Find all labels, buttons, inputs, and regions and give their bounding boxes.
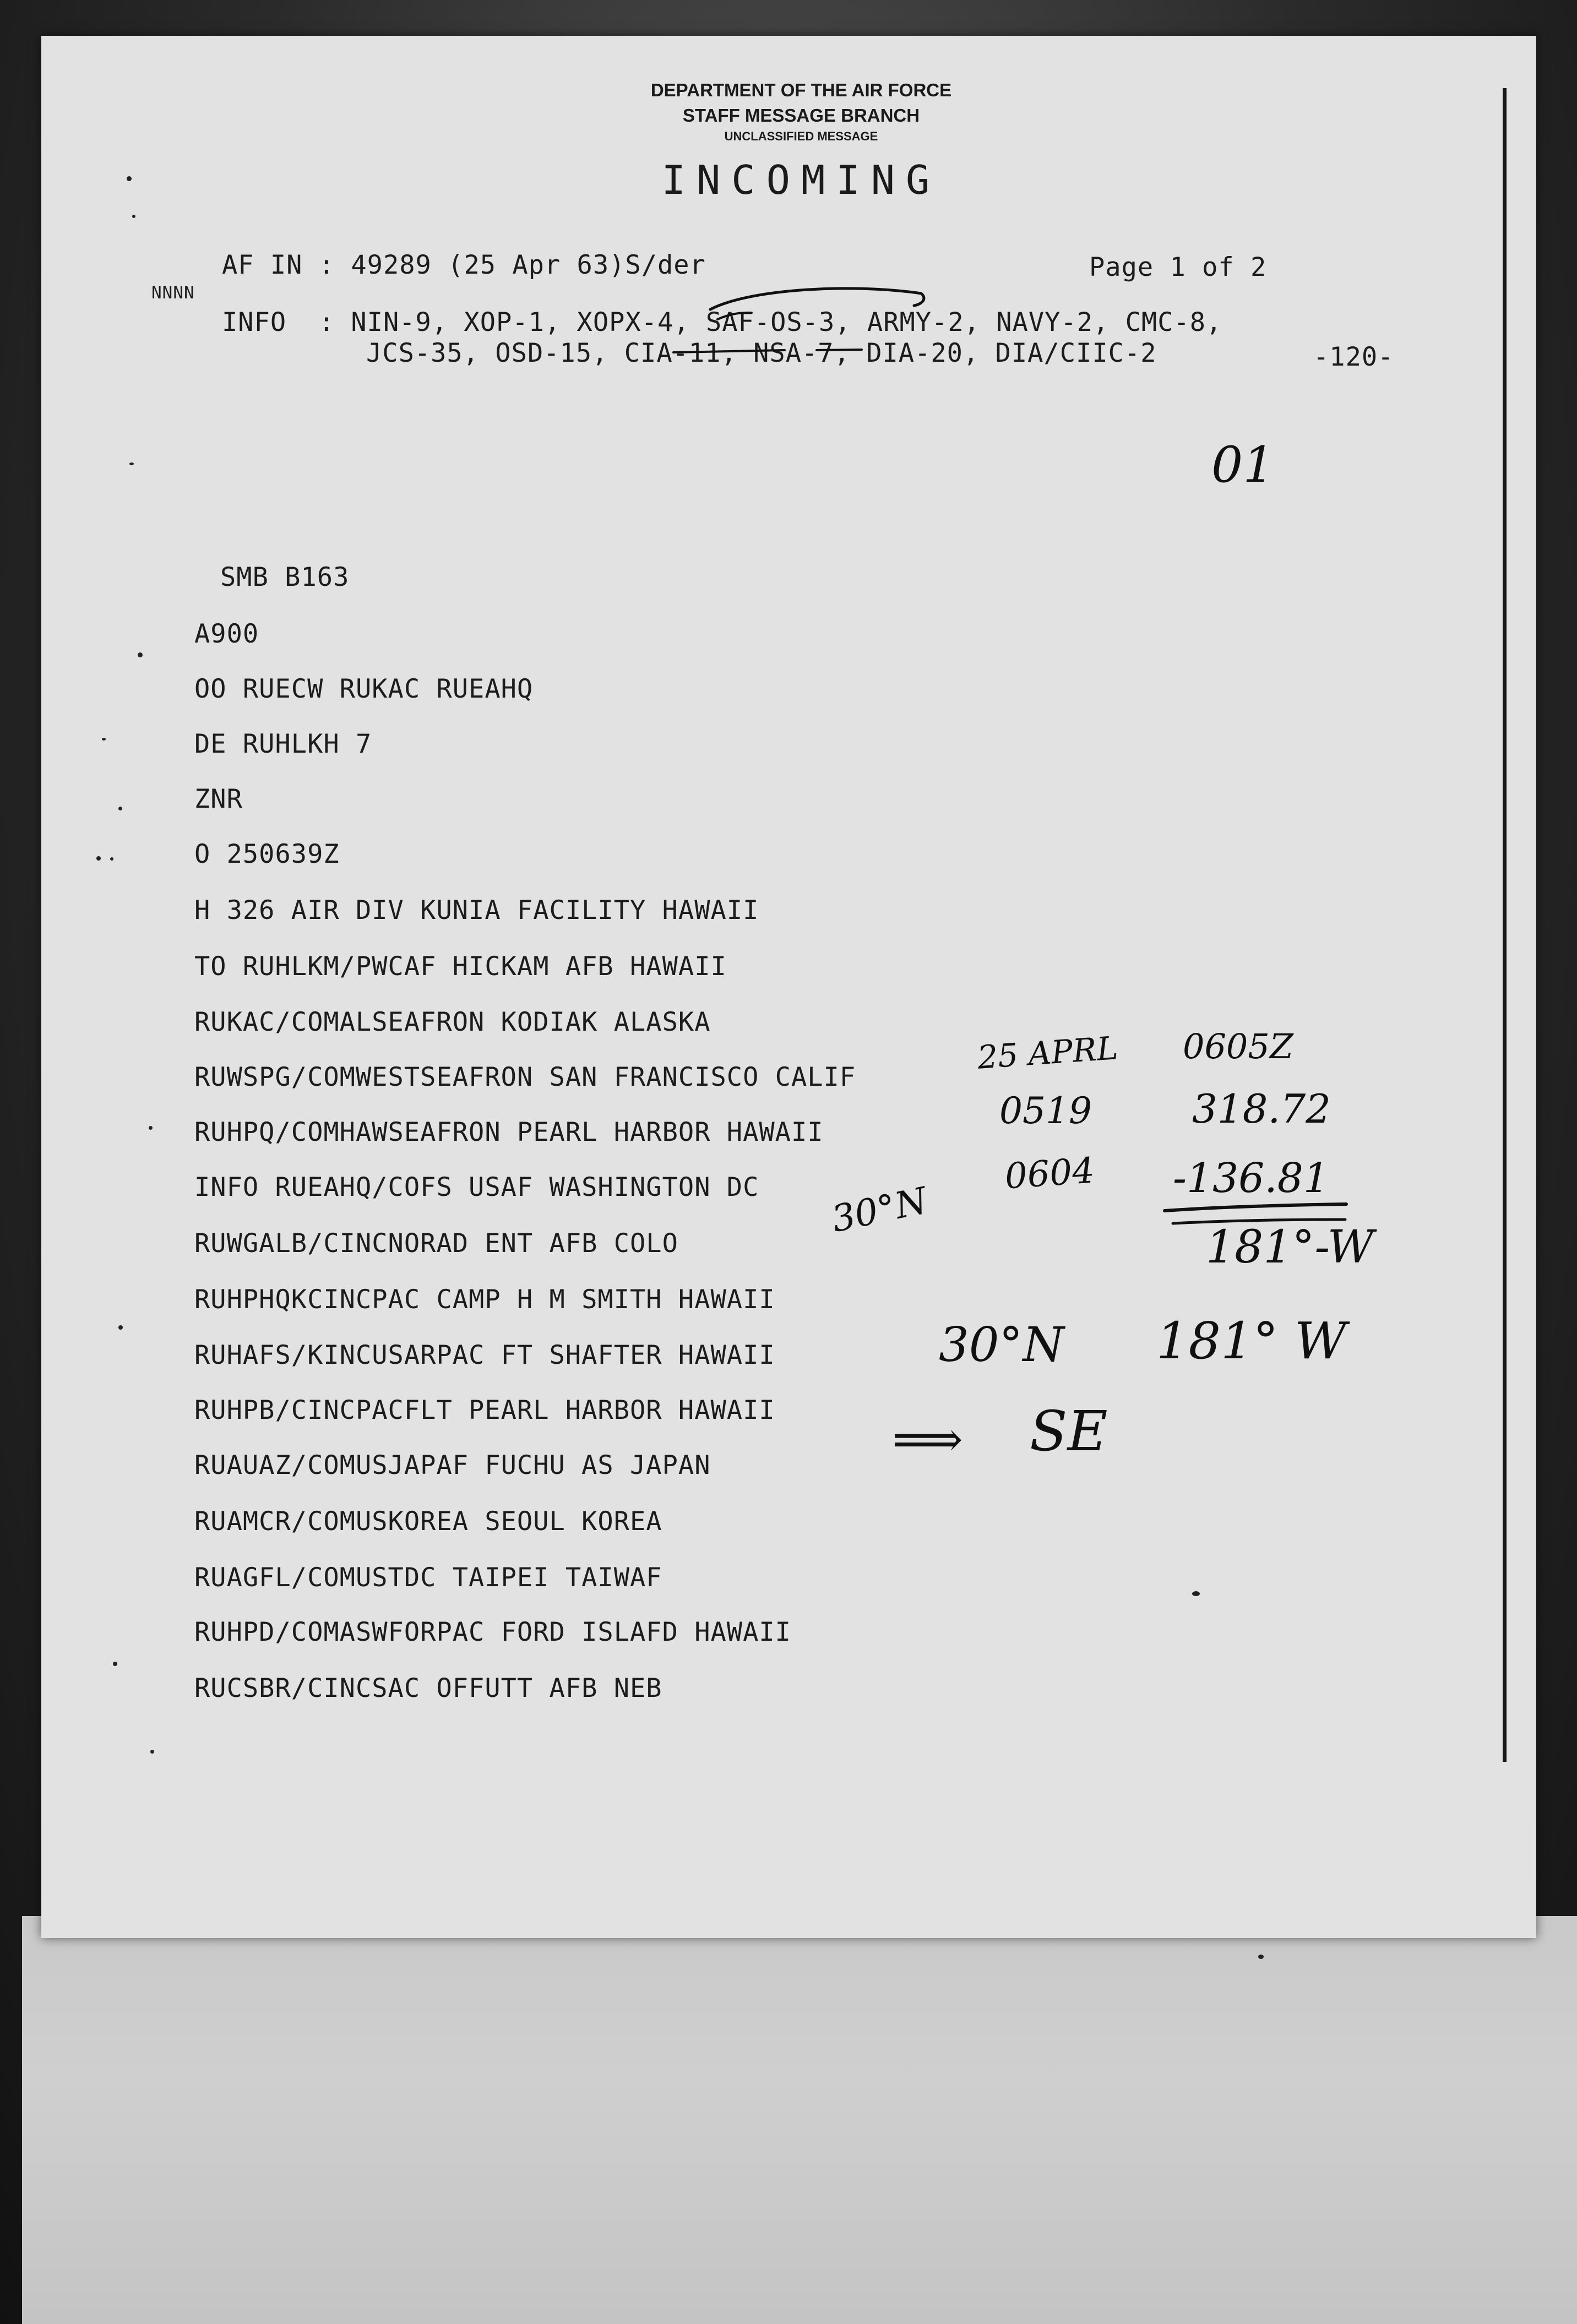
handwritten-value-1: 318.72	[1192, 1086, 1331, 1132]
scan-speck	[1192, 1591, 1200, 1596]
message-line: RUHAFS/KINCUSARPAC FT SHAFTER HAWAII	[194, 1340, 775, 1370]
message-line: DE RUHLKH 7	[194, 729, 372, 759]
scan-speck	[110, 857, 113, 861]
department-heading: DEPARTMENT OF THE AIR FORCE	[650, 80, 952, 100]
handwritten-time-1: 0605Z	[1183, 1026, 1293, 1066]
scan-speck	[102, 738, 106, 741]
message-line: RUKAC/COMALSEAFRON KODIAK ALASKA	[194, 1007, 711, 1037]
handwritten-time-2: 0519	[999, 1090, 1092, 1132]
message-line: RUHPB/CINCPACFLT PEARL HARBOR HAWAII	[194, 1395, 775, 1425]
handwritten-time-3: 0604	[1003, 1150, 1096, 1198]
handwritten-date: 25 APRL	[976, 1029, 1119, 1076]
message-line: OO RUECW RUKAC RUEAHQ	[194, 674, 534, 704]
scan-speck	[138, 652, 143, 657]
message-line: RUAGFL/COMUSTDC TAIPEI TAIWAF	[194, 1563, 662, 1593]
message-line: H 326 AIR DIV KUNIA FACILITY HAWAII	[194, 895, 759, 926]
underlying-sheet	[22, 1916, 1577, 2324]
scan-speck	[96, 856, 101, 861]
message-line: A900	[194, 619, 259, 649]
classification-label: UNCLASSIFIED MESSAGE	[724, 129, 878, 143]
handwritten-lat-left: 30°N	[828, 1179, 931, 1241]
message-line: RUAMCR/COMUSKOREA SEOUL KOREA	[194, 1506, 662, 1537]
handwritten-longitude-1: 181°-W	[1206, 1221, 1374, 1273]
message-line: ZNR	[194, 784, 243, 814]
handwritten-direction-se: SE	[1030, 1399, 1108, 1463]
message-line: INFO RUEAHQ/COFS USAF WASHINGTON DC	[194, 1172, 759, 1202]
scan-speck	[118, 1325, 123, 1330]
handwritten-value-2: -136.81	[1173, 1155, 1329, 1202]
message-line: O 250639Z	[194, 839, 340, 869]
message-line: RUCSBR/CINCSAC OFFUTT AFB NEB	[194, 1673, 662, 1703]
page-indicator: Page 1 of 2	[1089, 252, 1267, 282]
smb-number: SMB B163	[220, 562, 350, 592]
handwritten-latitude-2: 30°N	[939, 1318, 1064, 1373]
scan-speck	[150, 1750, 154, 1754]
incoming-title: INCOMING	[661, 157, 941, 203]
scan-speck	[113, 1662, 117, 1666]
nnnn-mark: NNNN	[151, 283, 195, 303]
scan-speck	[1258, 1955, 1264, 1959]
scan-speck	[129, 462, 134, 465]
scan-speck	[132, 215, 135, 218]
message-line: RUWGALB/CINCNORAD ENT AFB COLO	[194, 1228, 678, 1259]
scan-speck	[127, 176, 132, 181]
info-distribution-line2: JCS-35, OSD-15, CIA-11, NSA-7, DIA-20, DIA/CIIC-2	[366, 338, 1157, 368]
handwritten-arrow: ⟹	[892, 1411, 964, 1468]
scan-speck	[118, 807, 122, 810]
handwritten-longitude-2: 181° W	[1156, 1311, 1347, 1370]
handwritten-01: 01	[1211, 436, 1275, 494]
af-in-reference: AF IN : 49289 (25 Apr 63)S/der	[222, 250, 706, 280]
branch-heading: STAFF MESSAGE BRANCH	[682, 105, 920, 126]
info-distribution-line1: INFO : NIN-9, XOP-1, XOPX-4, SAF-OS-3, ARMY-2, NAVY-2, CMC-8,	[222, 307, 1222, 338]
message-line: RUHPQ/COMHAWSEAFRON PEARL HARBOR HAWAII	[194, 1117, 824, 1147]
copy-count: -120-	[1313, 342, 1394, 372]
message-line: RUHPHQKCINCPAC CAMP H M SMITH HAWAII	[194, 1285, 775, 1315]
scan-speck	[149, 1126, 153, 1130]
message-line: RUWSPG/COMWESTSEAFRON SAN FRANCISCO CALIF	[194, 1062, 856, 1092]
pen-markings	[41, 36, 1536, 1938]
message-page	[41, 36, 1536, 1938]
message-line: TO RUHLKM/PWCAF HICKAM AFB HAWAII	[194, 951, 727, 982]
message-line: RUHPD/COMASWFORPAC FORD ISLAFD HAWAII	[194, 1617, 791, 1647]
message-line: RUAUAZ/COMUSJAPAF FUCHU AS JAPAN	[194, 1450, 711, 1481]
